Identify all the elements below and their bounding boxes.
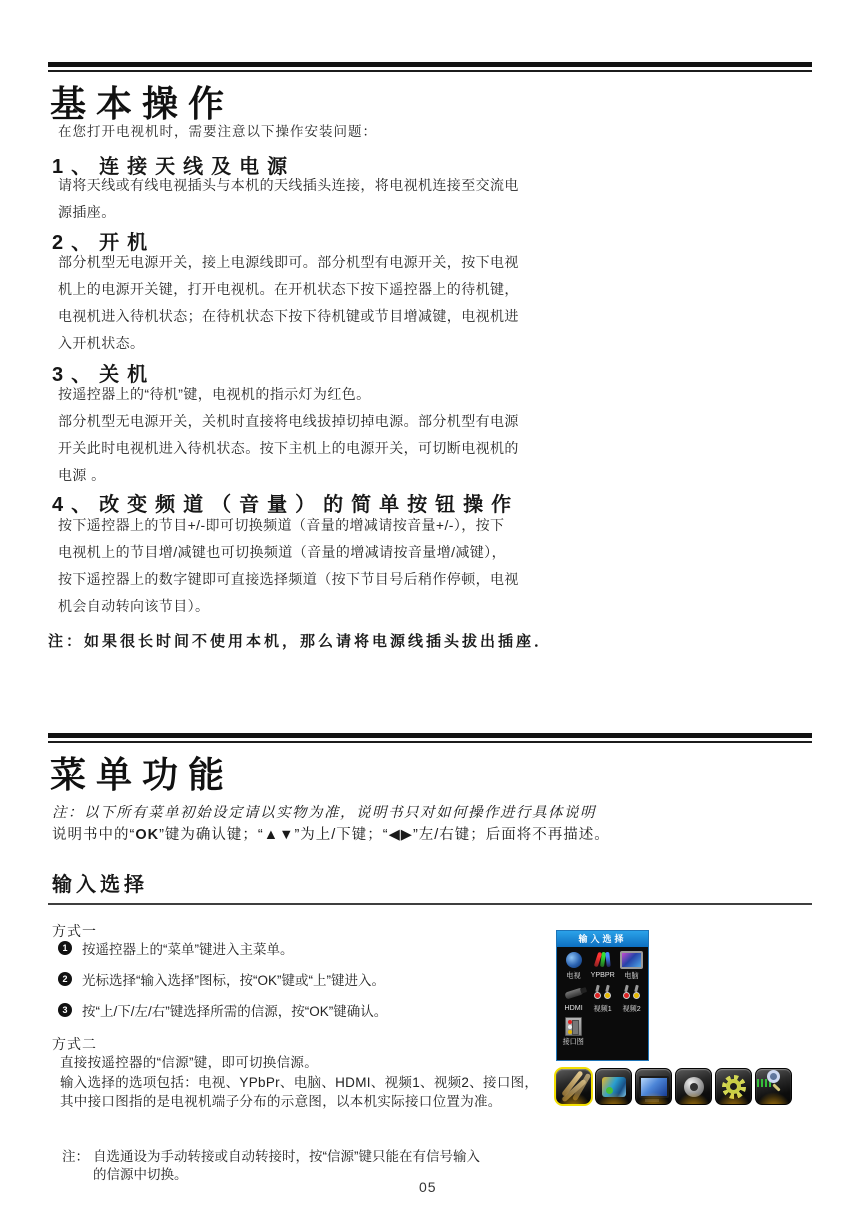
section-title-input-select: 输入选择 xyxy=(52,874,148,896)
search-magnifier-tile-icon xyxy=(755,1068,792,1105)
paragraph-4: 按下遥控器上的节目+/-即可切换频道（音量的增减请按音量+/-），按下 电视机上的节目增/减键也可切换频道（音量的增减请按音量增/减键）， 按下遥控器上的数字键即可直接选择频道（按下节目号后稍作停顿，电视 机会自动转向该节目）。 xyxy=(58,517,519,614)
note-label: 注： xyxy=(62,1149,89,1164)
tv-antenna-icon xyxy=(562,951,586,969)
menu-key-description: 说明书中的“OK”键为确认键；“▲▼”为上/下键；“◀▶”左/右键；后面将不再描述。 xyxy=(52,827,610,843)
paragraph-1: 请将天线或有线电视插头与本机的天线插头连接，将电视机连接至交流电 源插座。 xyxy=(58,177,519,220)
panel-item-tv: 电视 xyxy=(559,951,588,981)
subsection-title-4: 4、改变频道（音量）的简单按钮操作 xyxy=(52,494,520,516)
method1-steps xyxy=(58,938,387,1020)
picture-tile-icon xyxy=(635,1068,672,1105)
computer-icon xyxy=(620,951,644,969)
menu-note-italic: 注：以下所有菜单初始设定请以实物为准，说明书只对如何操作进行具体说明 xyxy=(52,805,596,821)
av-cables-icon xyxy=(620,984,644,1002)
menu-panel-grid xyxy=(557,947,648,1049)
method2-text: 直接按遥控器的“信源”键，即可切换信源。 输入选择的选项包括：电视、YPbPr、电脑、HDMI、视频1、视频2、接口图， 其中接口图指的是电视机端子分布的示意图，以本机实际接口位置为准。 xyxy=(60,1055,539,1109)
subsection-title-3: 3、关机 xyxy=(52,364,156,386)
method1-label: 方式一 xyxy=(52,923,97,939)
step-3: 3 按“上/下/左/右”键选择所需的信源，按“OK”键确认。 xyxy=(58,1000,387,1020)
paragraph-2: 部分机型无电源开关，接上电源线即可。部分机型有电源开关，按下电视 机上的电源开关键，打开电视机。在开机状态下按下遥控器上的待机键， 电视机进入待机状态；在待机状态下按下待机键或节目增减键，电视机进 入开机状态。 xyxy=(58,254,519,351)
basic-intro: 在您打开电视机时，需要注意以下操作安装问题： xyxy=(58,124,377,139)
step-2: 2 光标选择“输入选择”图标，按“OK”键或“上”键进入。 xyxy=(58,969,387,989)
page-number: 05 xyxy=(419,1179,437,1195)
menu-divider xyxy=(48,733,812,743)
ok-key-label: OK xyxy=(135,827,160,843)
panel-item-av2: 视频2 xyxy=(617,984,646,1014)
panel-item-pc: 电脑 xyxy=(617,951,646,981)
hdmi-cable-icon xyxy=(562,984,586,1002)
sound-tile-icon xyxy=(675,1068,712,1105)
top-divider xyxy=(48,62,812,72)
step-3-number-icon: 3 xyxy=(58,1003,72,1017)
menu-panel-title: 输入选择 xyxy=(557,931,648,947)
input-select-underline xyxy=(48,903,812,905)
panel-item-av1: 视频1 xyxy=(588,984,617,1014)
settings-gear-tile-icon xyxy=(715,1068,752,1105)
input-select-menu-screenshot xyxy=(556,930,649,1061)
step-1: 1 按遥控器上的“菜单”键进入主菜单。 xyxy=(58,938,387,958)
component-cables-icon xyxy=(591,951,615,969)
channel-tile-icon xyxy=(595,1068,632,1105)
step-2-number-icon: 2 xyxy=(58,972,72,986)
input-select-note: 注： 自选通设为手动转接或自动转接时，按“信源”键只能在有信号输入 的信源中切换。 xyxy=(62,1149,480,1182)
method2-label: 方式二 xyxy=(52,1036,97,1052)
paragraph-3: 按遥控器上的“待机”键，电视机的指示灯为红色。 部分机型无电源开关，关机时直接将电线拔掉切掉电源。部分机型有电源 开关此时电视机进入待机状态。按下主机上的电源开关，可切断电视机的 电源 。 xyxy=(58,386,519,483)
panel-item-ypbpr: YPBPR xyxy=(588,951,617,981)
main-menu-icon-strip xyxy=(555,1068,792,1105)
section-title-basic-operations: 基本操作 xyxy=(50,83,235,124)
panel-item-hdmi: HDMI xyxy=(559,984,588,1014)
step-1-number-icon: 1 xyxy=(58,941,72,955)
subsection-title-2: 2、开机 xyxy=(52,232,156,254)
av-cables-icon xyxy=(591,984,615,1002)
section-title-menu-functions: 菜单功能 xyxy=(50,754,235,795)
subsection-title-1: 1、连接天线及电源 xyxy=(52,156,296,178)
basic-note: 注：如果很长时间不使用本机，那么请将电源线插头拔出插座． xyxy=(48,633,553,650)
panel-item-ports: 接口图 xyxy=(559,1017,588,1047)
port-diagram-icon xyxy=(562,1017,586,1035)
input-source-tile-icon xyxy=(555,1068,592,1105)
